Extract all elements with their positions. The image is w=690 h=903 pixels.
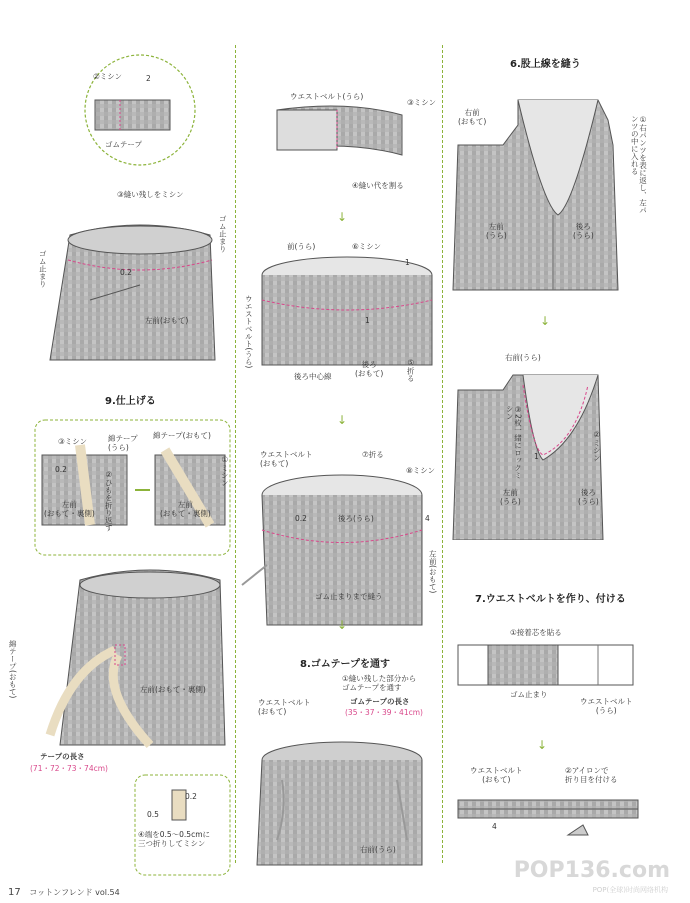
step2-sewing-label: ②ミシン xyxy=(93,72,123,81)
waistband-interfacing-illustration xyxy=(448,630,648,700)
tape-length-values: (71・72・73・74cm) xyxy=(30,764,108,773)
arrow-down-2: ↓ xyxy=(337,413,348,427)
back-omote-label: 後ろ (おもて) xyxy=(355,360,384,379)
step6-sew-label: ⑥ミシン xyxy=(352,242,382,251)
waistband-omote-label-2: ウエストベルト (おもて) xyxy=(258,698,311,717)
elastic-thread-illustration xyxy=(237,730,444,870)
dimension-left: 0.5 xyxy=(147,810,159,819)
step1-turn-pants-label: ①右パンツを表に返し、左パンツの中に入れる xyxy=(630,115,648,214)
step3-sew-label: ③ミシン xyxy=(58,437,88,446)
step5-fold-label: ⑤折る xyxy=(406,358,416,382)
dimension-four-c3: 4 xyxy=(492,822,497,831)
back-center-line-label: 後ろ中心線 xyxy=(294,372,332,381)
watermark-subtitle: POP(全球)时尚网络机构 xyxy=(592,886,668,894)
cotton-tape-vertical-label: 綿テープ(おもて) xyxy=(8,640,18,699)
waistband-omote-label-c3: ウエストベルト (おもて) xyxy=(470,766,523,785)
magazine-name: コットンフレンド xyxy=(29,888,93,897)
step2-sew-label-c3: ②ミシン xyxy=(592,430,602,462)
finish-heading: 9.仕上げる xyxy=(105,396,156,407)
left-front-ura-label: 左前 (おもて・裏側) xyxy=(160,500,211,519)
column-divider-left xyxy=(235,45,236,863)
back-ura-label-2: 後ろ (うら) xyxy=(578,488,599,507)
page-footer xyxy=(8,887,120,898)
left-front-ura-label: 左前 (うら) xyxy=(486,222,507,241)
volume-number: vol.54 xyxy=(95,888,120,897)
step8-sew-label: ⑧ミシン xyxy=(406,466,436,475)
elastic-stop-left-label: ゴム止まり xyxy=(38,250,48,288)
finished-skirt-illustration xyxy=(0,560,235,760)
step4-press-seam-label: ④縫い代を割る xyxy=(352,181,404,190)
dimension-one-a: 1 xyxy=(405,258,410,267)
dimension-one-b: 1 xyxy=(365,316,370,325)
dimension-two: 2 xyxy=(146,74,151,83)
watermark-logo: POP136.com xyxy=(513,858,670,883)
crotch-seam-illustration-2 xyxy=(448,350,648,540)
right-front-omote-label: 右前 (おもて) xyxy=(458,108,487,127)
dimension-one-c3: 1 xyxy=(534,452,539,461)
step3-overlock-label: ③2枚一緒にロックミシン xyxy=(505,405,523,479)
arrow-down-5: ↓ xyxy=(537,738,548,752)
right-front-ura-label-c2: 右前(うら) xyxy=(360,845,396,854)
dimension-top: 0.2 xyxy=(185,792,197,801)
step1-sew-label: ①ミシン xyxy=(220,455,230,487)
dimension-four: 4 xyxy=(425,514,430,523)
arrow-down-1: ↓ xyxy=(337,210,348,224)
dimension-label-2: 0.2 xyxy=(55,465,67,474)
left-front-label: 左前(おもて) xyxy=(145,316,189,325)
crotch-heading: 6.股上線を縫う xyxy=(510,59,581,70)
waistband-omote-label: ウエストベルト (おもて) xyxy=(260,450,313,469)
cotton-tape-omote-label: 綿テープ(おもて) xyxy=(153,431,211,440)
step2-fold-back-label: ②ひもを折り返す xyxy=(104,470,114,532)
back-ura-label: 後ろ (うら) xyxy=(573,222,594,241)
dimension-label-3: 0.2 xyxy=(295,514,307,523)
back-ura-label: 後ろ(うら) xyxy=(338,514,374,523)
step3-sew-label-c2: ③ミシン xyxy=(407,98,437,107)
arrow-down-4: ↓ xyxy=(540,314,551,328)
elastic-heading: 8.ゴムテープを通す xyxy=(300,659,391,670)
dimension-label: 0.2 xyxy=(120,268,132,277)
waistband-ura-label: ウエストベルト(うら) xyxy=(290,92,364,101)
step4-hem-note: ④端を0.5～0.5cmに 三つ折りしてミシン xyxy=(138,830,211,849)
left-front-ura-label-2: 左前 (うら) xyxy=(500,488,521,507)
cotton-tape-ura-label: 綿テープ (うら) xyxy=(108,434,138,453)
right-front-ura-label-c3: 右前(うら) xyxy=(505,353,541,362)
waistband-vertical-label: ウエストベルト(うら) xyxy=(244,295,254,369)
left-front-both-label: 左前 (おもて・裏側) xyxy=(44,500,95,519)
hem-fold-inset xyxy=(130,770,235,880)
waistband-iron-illustration xyxy=(448,790,648,850)
front-ura-label: 前(うら) xyxy=(287,242,316,251)
elastic-stop-label: ゴム止まり xyxy=(510,690,548,699)
step2-iron-label: ②アイロンで 折り目を付ける xyxy=(565,766,618,785)
tape-length-label: テープの長さ xyxy=(40,752,85,761)
arrow-down-3: ↓ xyxy=(337,618,348,632)
left-front-vertical-label: 左前(おもて) xyxy=(428,550,438,594)
waistband-ura-label-c3: ウエストベルト (うら) xyxy=(580,697,633,716)
sew-until-stop-label: ゴム止まりまで縫う xyxy=(315,592,383,601)
step7-fold-label: ⑦折る xyxy=(362,450,384,459)
elastic-length-label: ゴムテープの長さ xyxy=(350,697,410,706)
left-front-main-label: 左前(おもて・裏側) xyxy=(140,685,206,694)
step3-sew-gap-label: ③縫い残しをミシン xyxy=(117,190,184,199)
waistband-heading: 7.ウエストベルトを作り、付ける xyxy=(475,594,626,605)
step1-thread-elastic-label: ①縫い残した部分から ゴムテープを通す xyxy=(342,674,417,693)
page-number: 17 xyxy=(8,887,21,898)
step1-interfacing-label: ①接着芯を貼る xyxy=(510,628,562,637)
elastic-length-values: (35・37・39・41cm) xyxy=(345,708,423,717)
elastic-band-label: ゴムテープ xyxy=(105,140,142,149)
elastic-stop-right-label: ゴム止まり xyxy=(218,215,228,253)
